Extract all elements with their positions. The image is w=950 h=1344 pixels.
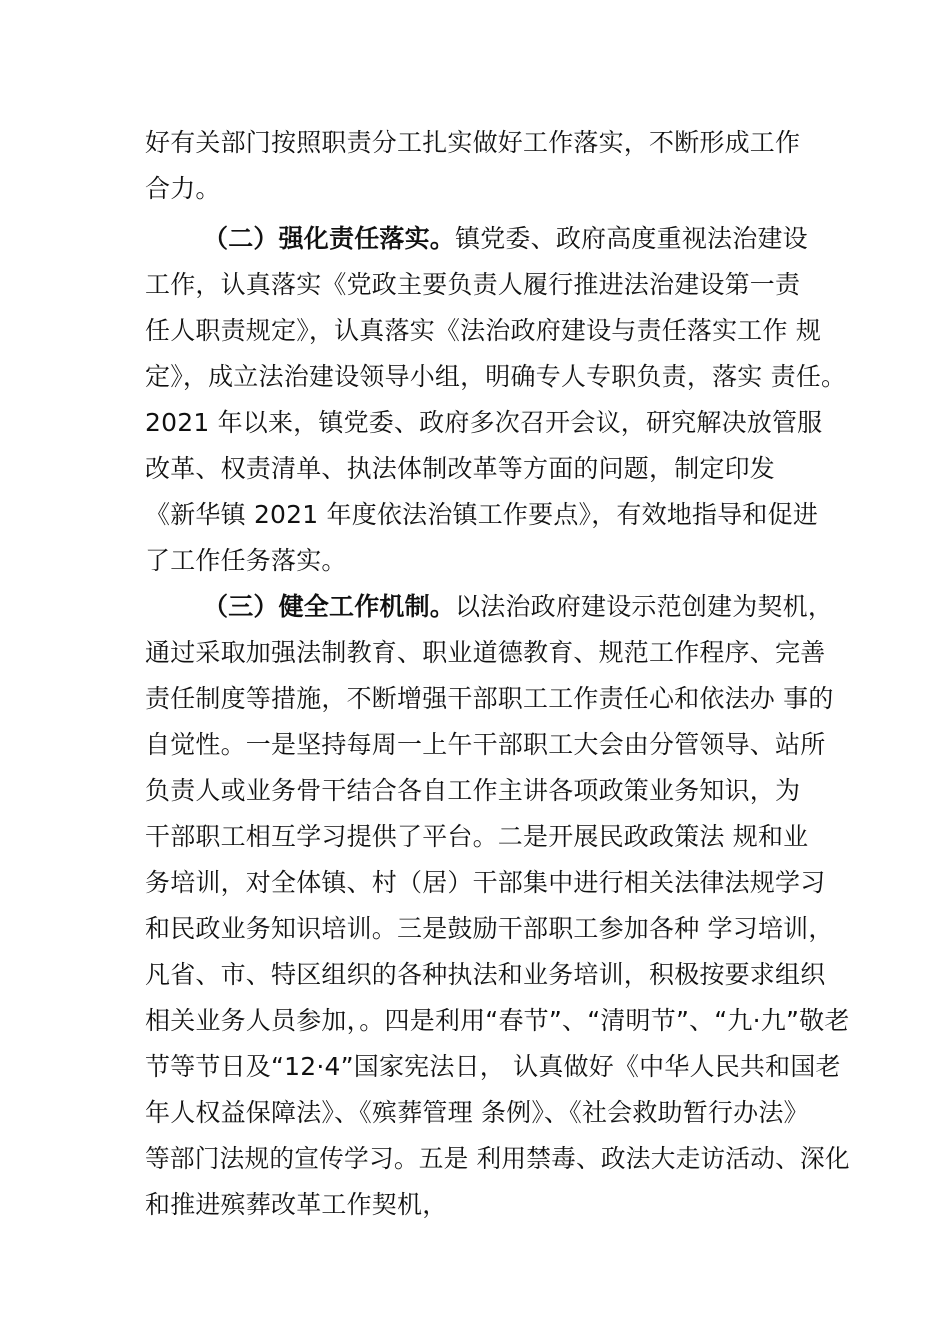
paragraph-2-first-line xyxy=(203,221,808,257)
text-line: 相关业务人员参加，。四是利用“春节”、“清明节”、“九·九”敬老 xyxy=(145,1006,850,1035)
paragraph-3-first-line xyxy=(203,589,833,625)
text-span: 以法治政府建设示范创建为契机， xyxy=(455,592,834,621)
section-heading: （三）健全工作机制。 xyxy=(203,592,456,621)
text-line: 责任制度等措施，不断增强干部职工工作责任心和依法办 事的 xyxy=(145,684,834,713)
text-line: 自觉性。一是坚持每周一上午干部职工大会由分管领导、站所 xyxy=(145,730,826,759)
text-line: 了工作任务落实。 xyxy=(145,546,347,575)
text-line: 和民政业务知识培训。三是鼓励干部职工参加各种 学习培训， xyxy=(145,914,834,943)
text-line: 2021 年以来，镇党委、政府多次召开会议，研究解决放管服 xyxy=(145,408,823,437)
text-line: 工作，认真落实《党政主要负责人履行推进法治建设第一责 xyxy=(145,270,801,299)
text-line: 任人职责规定》，认真落实《法治政府建设与责任落实工作 规 xyxy=(145,316,822,345)
text-line: 等部门法规的宣传学习。五是 利用禁毒、政法大走访活动、深化 xyxy=(145,1144,850,1173)
section-heading: （二）强化责任落实。 xyxy=(203,224,456,253)
text-line: 通过采取加强法制教育、职业道德教育、规范工作程序、完善 xyxy=(145,638,826,667)
text-line: 好有关部门按照职责分工扎实做好工作落实，不断形成工作 xyxy=(145,128,801,157)
text-line: 凡省、市、特区组织的各种执法和业务培训，积极按要求组织 xyxy=(145,960,826,989)
text-line: 定》，成立法治建设领导小组，明确专人专职负责，落实 责任。 xyxy=(145,362,847,391)
text-line: 改革、权责清单、执法体制改革等方面的问题，制定印发 xyxy=(145,454,776,483)
text-line: 年人权益保障法》、《殡葬管理 条例》、《社会救助暂行办法》 xyxy=(145,1098,809,1127)
text-line: 和推进殡葬改革工作契机， xyxy=(145,1190,448,1219)
text-line: 《新华镇 2021 年度依法治镇工作要点》，有效地指导和促进 xyxy=(145,500,819,529)
text-line: 负责人或业务骨干结合各自工作主讲各项政策业务知识，为 xyxy=(145,776,801,805)
text-line: 合力。 xyxy=(145,174,221,203)
text-line: 节等节日及“12·4”国家宪法日， 认真做好《中华人民共和国老 xyxy=(145,1052,841,1081)
text-span: 镇党委、政府高度重视法治建设 xyxy=(455,224,808,253)
text-line: 干部职工相互学习提供了平台。二是开展民政政策法 规和业 xyxy=(145,822,809,851)
text-line: 务培训，对全体镇、村（居）干部集中进行相关法律法规学习 xyxy=(145,868,826,897)
